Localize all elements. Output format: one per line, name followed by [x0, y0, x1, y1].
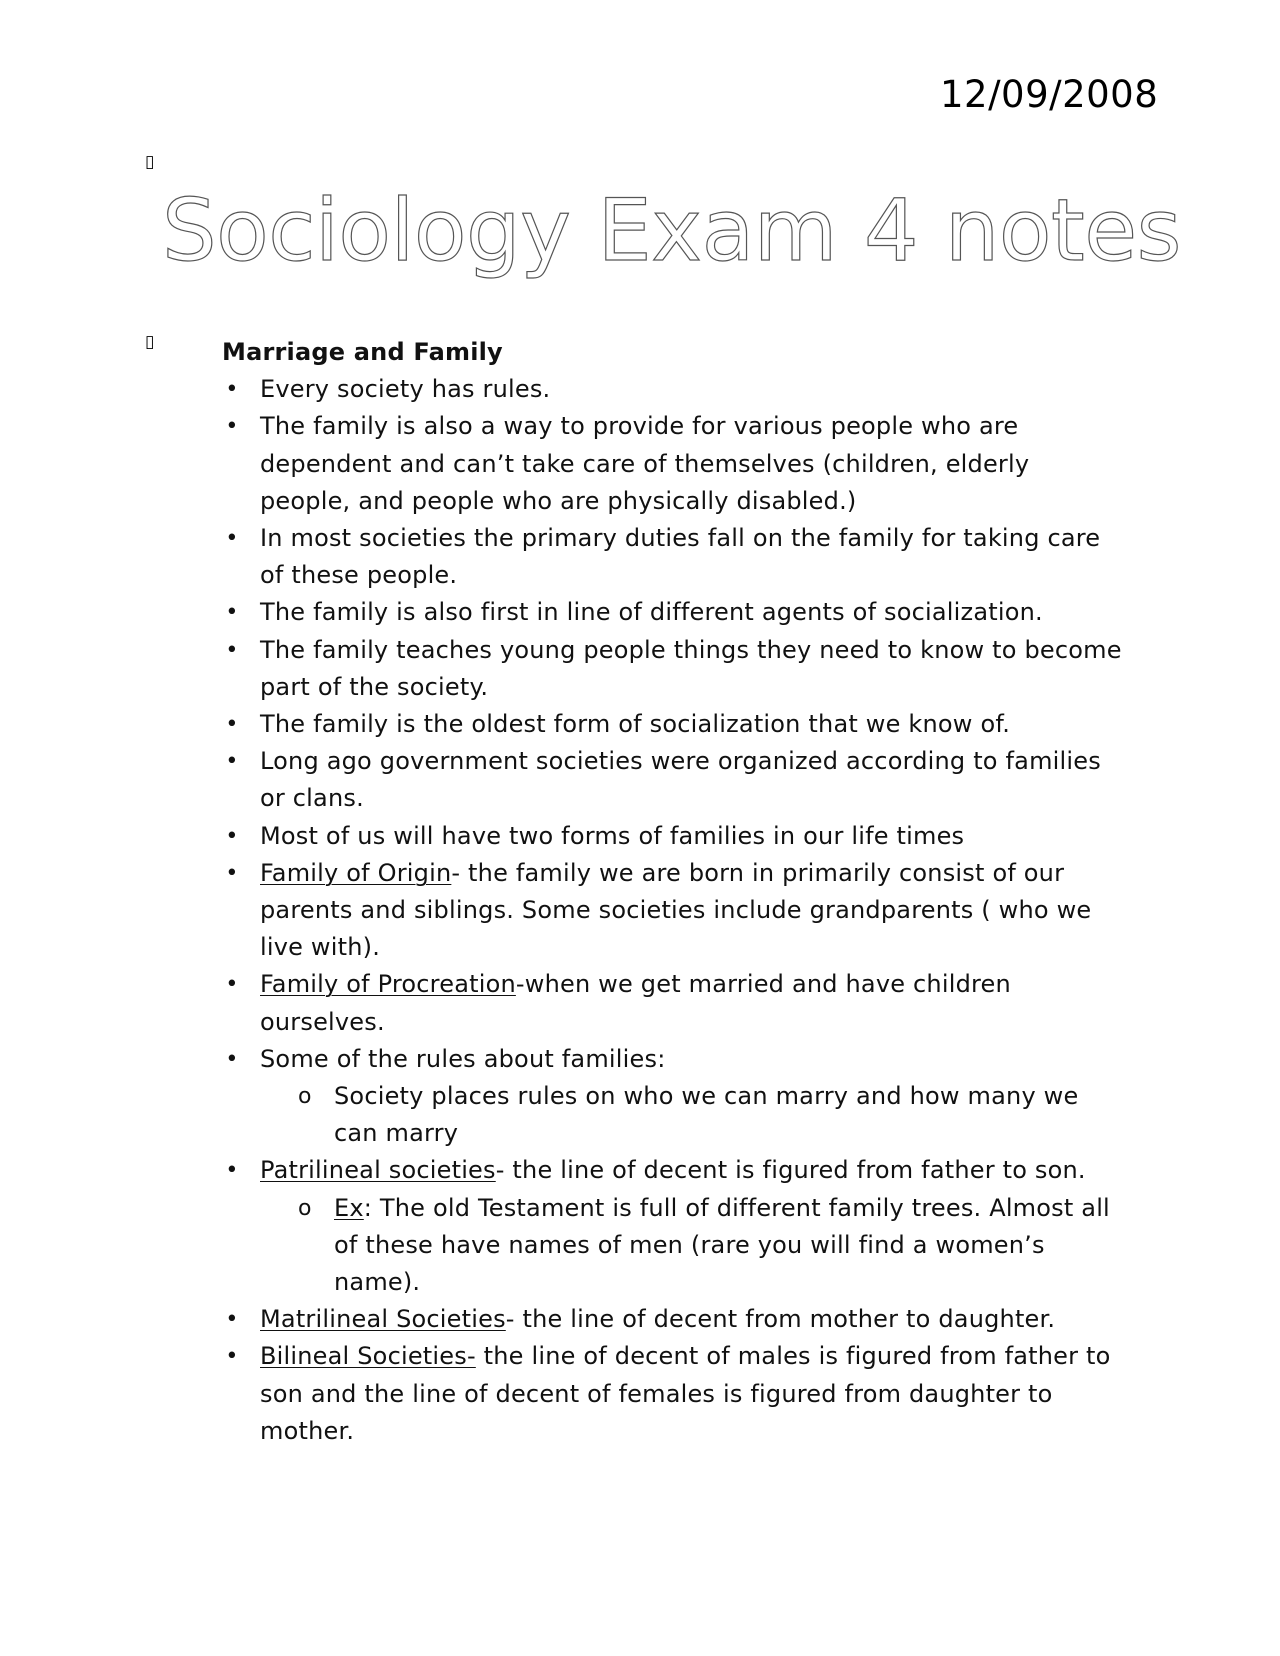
sub-list [222, 1190, 1122, 1302]
item-text: - the line of decent from mother to daughter. [505, 1305, 1056, 1334]
document-date: 12/09/2008 [940, 73, 1159, 116]
section-marker-icon: ▯ [145, 332, 155, 352]
title-marker-icon: ▯ [145, 152, 155, 172]
item-text: The family teaches young people things they need to know to become part of the society. [260, 635, 1122, 701]
list-item [222, 706, 1122, 743]
bullet-icon: • [225, 377, 239, 403]
bullet-icon: • [225, 860, 239, 886]
sub-item-term: Ex [334, 1193, 364, 1222]
sub-list-item [222, 1190, 1122, 1302]
list-item [222, 966, 1122, 1040]
list-item [222, 371, 1122, 408]
sub-list-item [222, 1078, 1122, 1152]
item-text: Long ago government societies were organized according to families or clans. [260, 747, 1101, 813]
bullet-icon: • [225, 823, 239, 849]
list-item [222, 1338, 1122, 1450]
bullet-list [222, 371, 1122, 1450]
notes-body [222, 334, 1122, 1450]
list-item [222, 818, 1122, 855]
item-term: Family of Origin [260, 858, 452, 887]
item-text: Every society has rules. [260, 375, 551, 404]
item-term: Patrilineal societies [260, 1156, 496, 1185]
item-term: Family of Procreation [260, 970, 516, 999]
item-text: - the line of decent is figured from father to son. [495, 1156, 1086, 1185]
item-text: The family is also a way to provide for various people who are dependent and can’t take care of themselves (children, elderly people, and people who are physically disabled.) [260, 412, 1030, 515]
item-term: Bilineal Societies- [260, 1342, 476, 1371]
item-text: Some of the rules about families: [260, 1044, 666, 1073]
section-heading: Marriage and Family [222, 338, 503, 366]
item-text: In most societies the primary duties fall on the family for taking care of these people. [260, 524, 1101, 590]
bullet-icon: • [225, 749, 239, 775]
bullet-icon: • [225, 712, 239, 738]
item-term: Matrilineal Societies [260, 1305, 506, 1334]
list-item [222, 1041, 1122, 1153]
list-item [222, 743, 1122, 817]
bullet-icon: • [225, 972, 239, 998]
sub-list [222, 1078, 1122, 1152]
list-item [222, 594, 1122, 631]
list-item [222, 855, 1122, 967]
bullet-icon: • [225, 637, 239, 663]
list-item [222, 1152, 1122, 1301]
bullet-icon: • [225, 1344, 239, 1370]
bullet-icon: • [225, 526, 239, 551]
item-text: Most of us will have two forms of families in our life times [260, 821, 965, 850]
bullet-icon: • [225, 1307, 239, 1333]
list-item [222, 1301, 1122, 1338]
item-text: - the family we are born in primarily consist of our parents and siblings. Some societies include grandparents ( who we live with). [260, 858, 1092, 962]
sub-bullet-icon: o [298, 1195, 312, 1221]
sub-item-text: : The old Testament is full of different family trees. Almost all of these have names of men (rare you will find a women’s name). [334, 1193, 1110, 1297]
sub-bullet-icon: o [298, 1084, 312, 1110]
list-item [222, 520, 1122, 594]
item-text: the line of decent of males is figured from father to son and the line of decent of females is figured from daughter to mother. [260, 1342, 1111, 1445]
sub-item-text: Society places rules on who we can marry and how many we can marry [334, 1082, 1079, 1148]
bullet-icon: • [225, 600, 239, 626]
bullet-icon: • [225, 414, 239, 440]
item-text: The family is the oldest form of socialization that we know of. [260, 710, 1011, 739]
item-text: -when we get married and have children ourselves. [260, 970, 1011, 1036]
bullet-icon: • [225, 1046, 239, 1072]
bullet-icon: • [225, 1158, 239, 1184]
list-item [222, 632, 1122, 706]
item-text: The family is also first in line of different agents of socialization. [260, 598, 1043, 627]
list-item [222, 408, 1122, 520]
document-title: Sociology Exam 4 notes [162, 181, 1181, 281]
